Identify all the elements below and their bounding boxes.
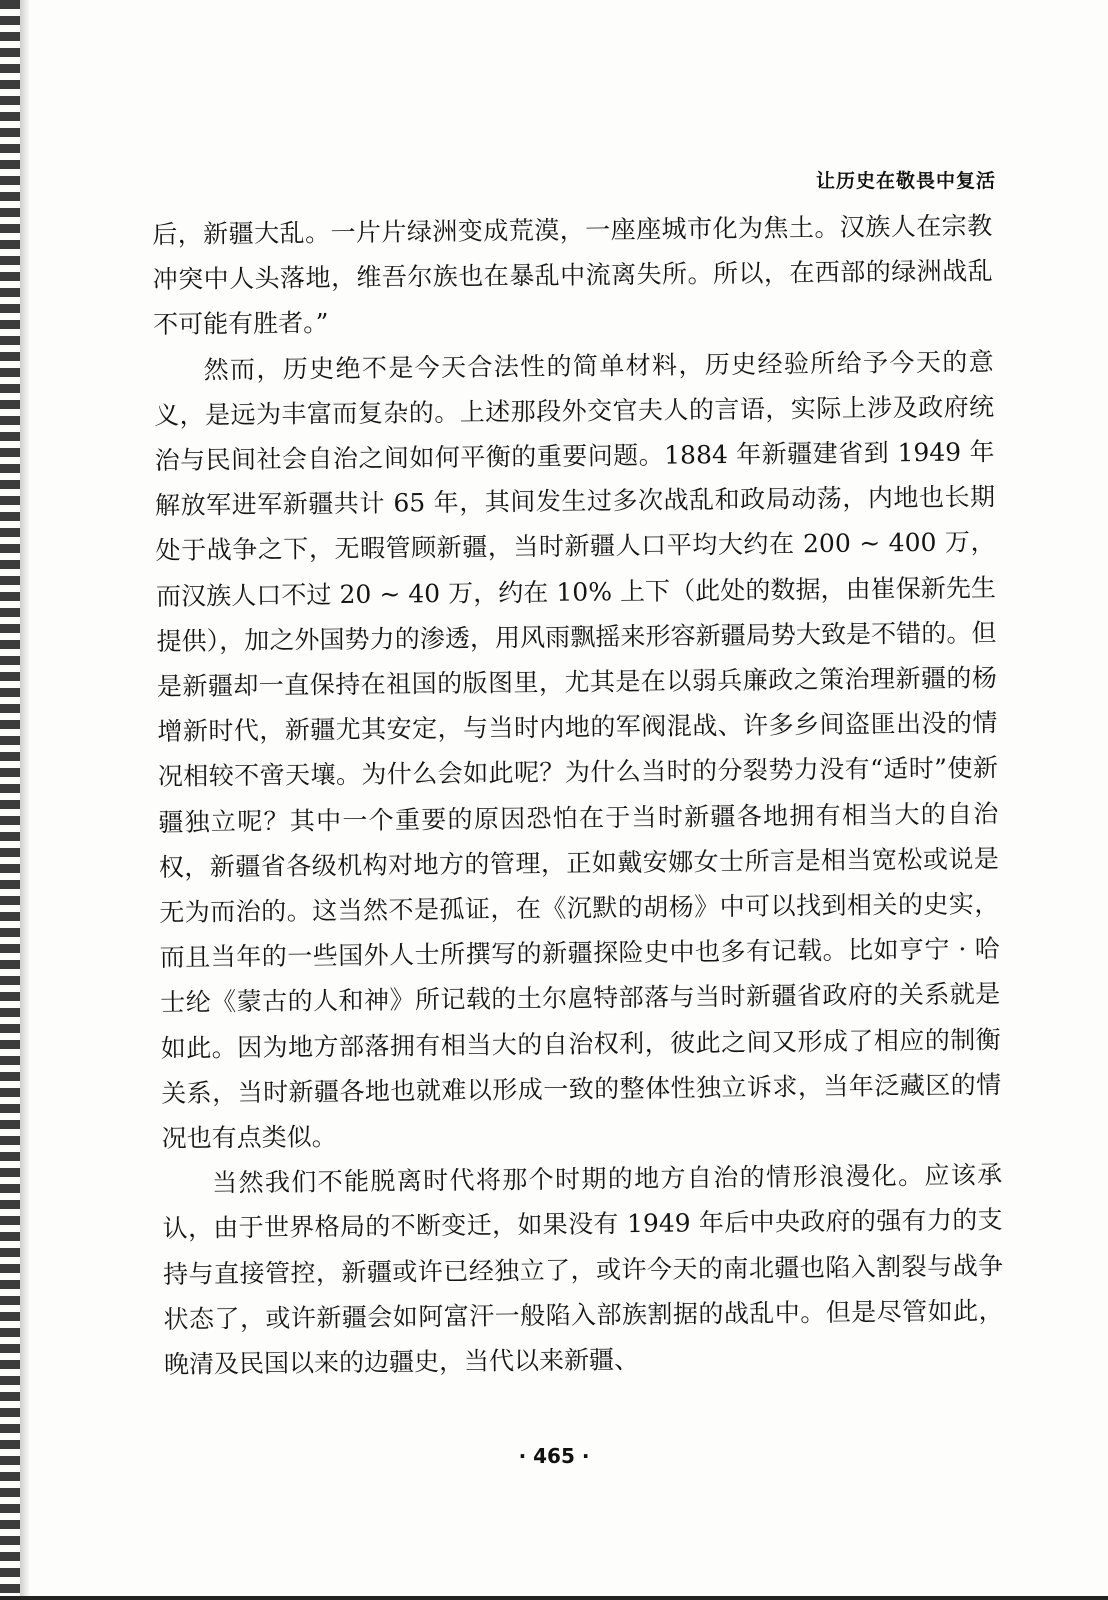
running-head: 让历史在敬畏中复活 bbox=[815, 170, 996, 192]
paragraph-continued: 后，新疆大乱。一片片绿洲变成荒漠，一座座城市化为焦土。汉族人在宗教冲突中人头落地，维吾尔族也在暴乱中流离失所。所以，在西部的绿洲战乱不可能有胜者。” bbox=[152, 211, 993, 340]
page-number: · 465 · bbox=[518, 1444, 590, 1468]
binding-shadow bbox=[20, 0, 30, 1600]
scan-bottom-edge bbox=[0, 1596, 1108, 1600]
paragraph: 然而，历史绝不是今天合法性的简单材料，历史经验所给予今天的意义，是远为丰富而复杂的。上述那段外交官夫人的言语，实际上涉及政府统治与民间社会自治之间如何平衡的重要问题。1884 年新疆建省到 1949 年解放军进军新疆共计 65 年，其间发生过多次战乱和政局动荡，内地也长期处于战争之下，无暇管顾新疆，当时新疆人口平均大约在 200 ~ 400 万，而汉族人口不过 20 ~ 40 万，约在 10% 上下（此处的数据，由崔保新先生提供），加之外国势力的渗透，用风雨飘摇来形容新疆局势大致是不错的。但是新疆却一直保持在祖国的版图里，尤其是在以弱兵廉政之策治理新疆的杨增新时代，新疆尤其安定，与当时内地的军阀混战、许多乡间盗匪出没的情况相较不啻天壤。为什么会如此呢？为什么当时的分裂势力没有“适时”使新疆独立呢？其中一个重要的原因恐怕在于当时新疆各地拥有相当大的自治权，新疆省各级机构对地方的管理，正如戴安娜女士所言是相当宽松或说是无为而治的。这当然不是孤证，在《沉默的胡杨》中可以找到相关的史实，而且当年的一些国外人士所撰写的新疆探险史中也多有记载。比如亨宁 · 哈士纶《蒙古的人和神》所记载的土尔扈特部落与当时新疆省政府的关系就是如此。因为地方部落拥有相当大的自治权利，彼此之间又形成了相应的制衡关系，当时新疆各地也就难以形成一致的整体性独立诉求，当年泛藏区的情况也有点类似。 bbox=[153, 346, 1002, 1154]
binding-edge bbox=[0, 0, 20, 1600]
paragraph: 当然我们不能脱离时代将那个时期的地方自治的情形浪漫化。应该承认，由于世界格局的不断变迁，如果没有 1949 年后中央政府的强有力的支持与直接管控，新疆或许已经独立了，或许今天的南北疆也陷入割裂与战争状态了，或许新疆会如阿富汗一般陷入部族割据的战乱中。但是尽管如此，晚清及民国以来的边疆史，当代以来新疆、 bbox=[162, 1160, 1004, 1380]
body-text bbox=[152, 203, 1004, 1387]
